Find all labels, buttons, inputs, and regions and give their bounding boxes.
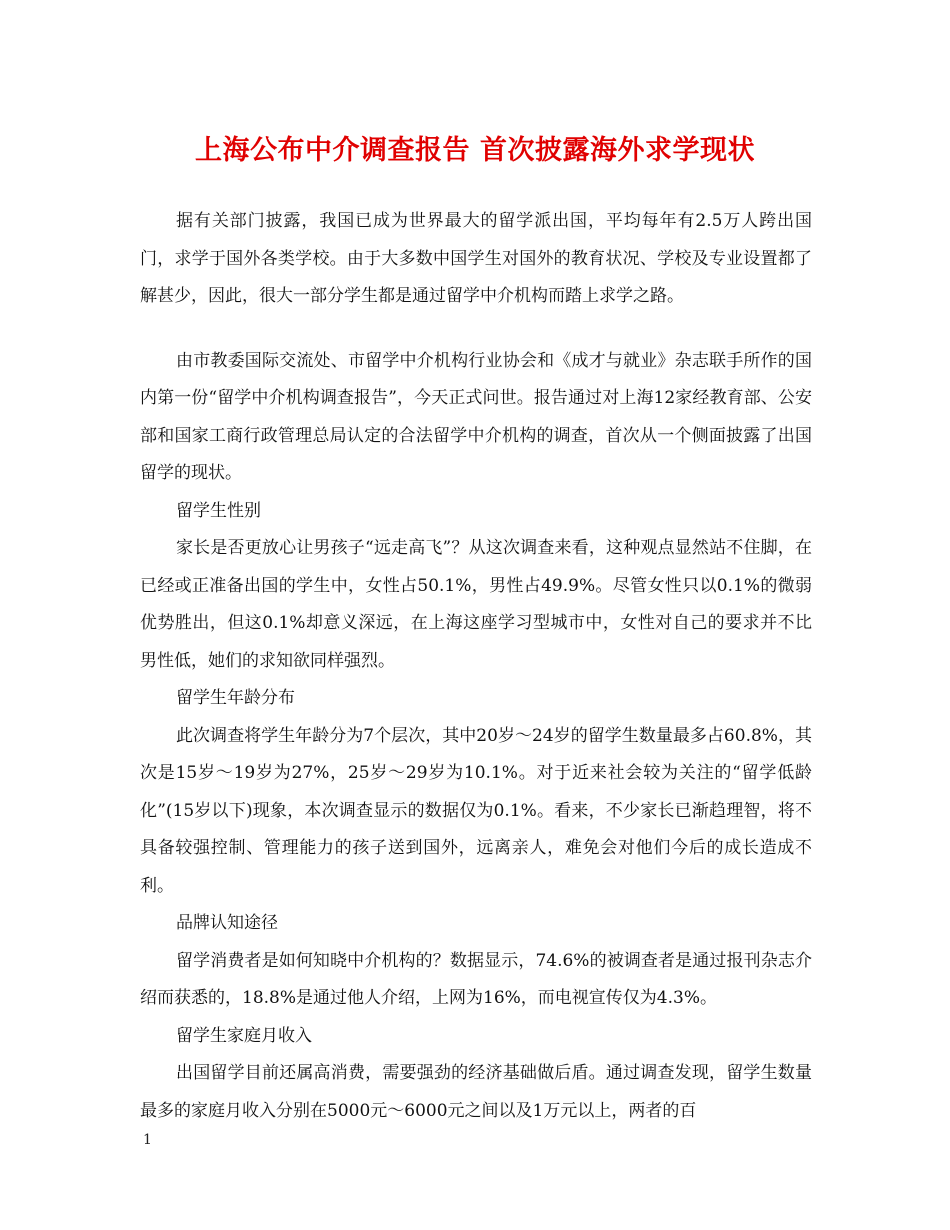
section-heading-gender: 留学生性别 bbox=[176, 500, 261, 521]
document-title: 上海公布中介调查报告 首次披露海外求学现状 bbox=[195, 135, 755, 166]
section-heading-brand: 品牌认知途径 bbox=[176, 913, 278, 933]
document-body bbox=[140, 203, 812, 1130]
page-number: 1 bbox=[143, 1132, 152, 1148]
section-heading-age: 留学生年龄分布 bbox=[176, 688, 295, 708]
section-heading-income: 留学生家庭月收入 bbox=[176, 1025, 312, 1046]
paragraph-gap bbox=[140, 316, 812, 343]
section-body-age: 此次调查将学生年龄分为7个层次，其中20岁～24岁的留学生数量最多占60.8%，其次是15岁～19岁为27%，25岁～29岁为10.1%。对于近来社会较为关注的“留学低龄化”(15岁以下)现象，本次调查显示的数据仅为0.1%。看来，不少家长已渐趋理智，将不具备较强控制、管理能力的孩子送到国外，远离亲人，难免会对他们今后的成长造成不利。 bbox=[140, 725, 812, 896]
section-body-income: 出国留学目前还属高消费，需要强劲的经济基础做后盾。通过调查发现，留学生数量最多的家庭月收入分别在5000元～6000元之间以及1万元以上，两者的百 bbox=[140, 1063, 812, 1121]
intro-paragraph-1: 据有关部门披露，我国已成为世界最大的留学派出国，平均每年有2.5万人跨出国门，求学于国外各类学校。由于大多数中国学生对国外的教育状况、学校及专业设置都了解甚少，因此，很大一部分学生都是通过留学中介机构而踏上求学之路。 bbox=[140, 211, 812, 306]
section-body-brand: 留学消费者是如何知晓中介机构的？数据显示，74.6%的被调查者是通过报刊杂志介绍而获悉的，18.8%是通过他人介绍，上网为16%，而电视宣传仅为4.3%。 bbox=[140, 950, 812, 1008]
section-body-gender: 家长是否更放心让男孩子“远走高飞”？从这次调查来看，这种观点显然站不住脚，在已经或正准备出国的学生中，女性占50.1%，男性占49.9%。尽管女性只以0.1%的微弱优势胜出，但这0.1%却意义深远，在上海这座学习型城市中，女性对自己的要求并不比男性低，她们的求知欲同样强烈。 bbox=[140, 538, 812, 671]
intro-paragraph-2: 由市教委国际交流处、市留学中介机构行业协会和《成才与就业》杂志联手所作的国内第一份“留学中介机构调查报告”，今天正式问世。报告通过对上海12家经教育部、公安部和国家工商行政管理总局认定的合法留学中介机构的调查，首次从一个侧面披露了出国留学的现状。 bbox=[140, 350, 812, 483]
